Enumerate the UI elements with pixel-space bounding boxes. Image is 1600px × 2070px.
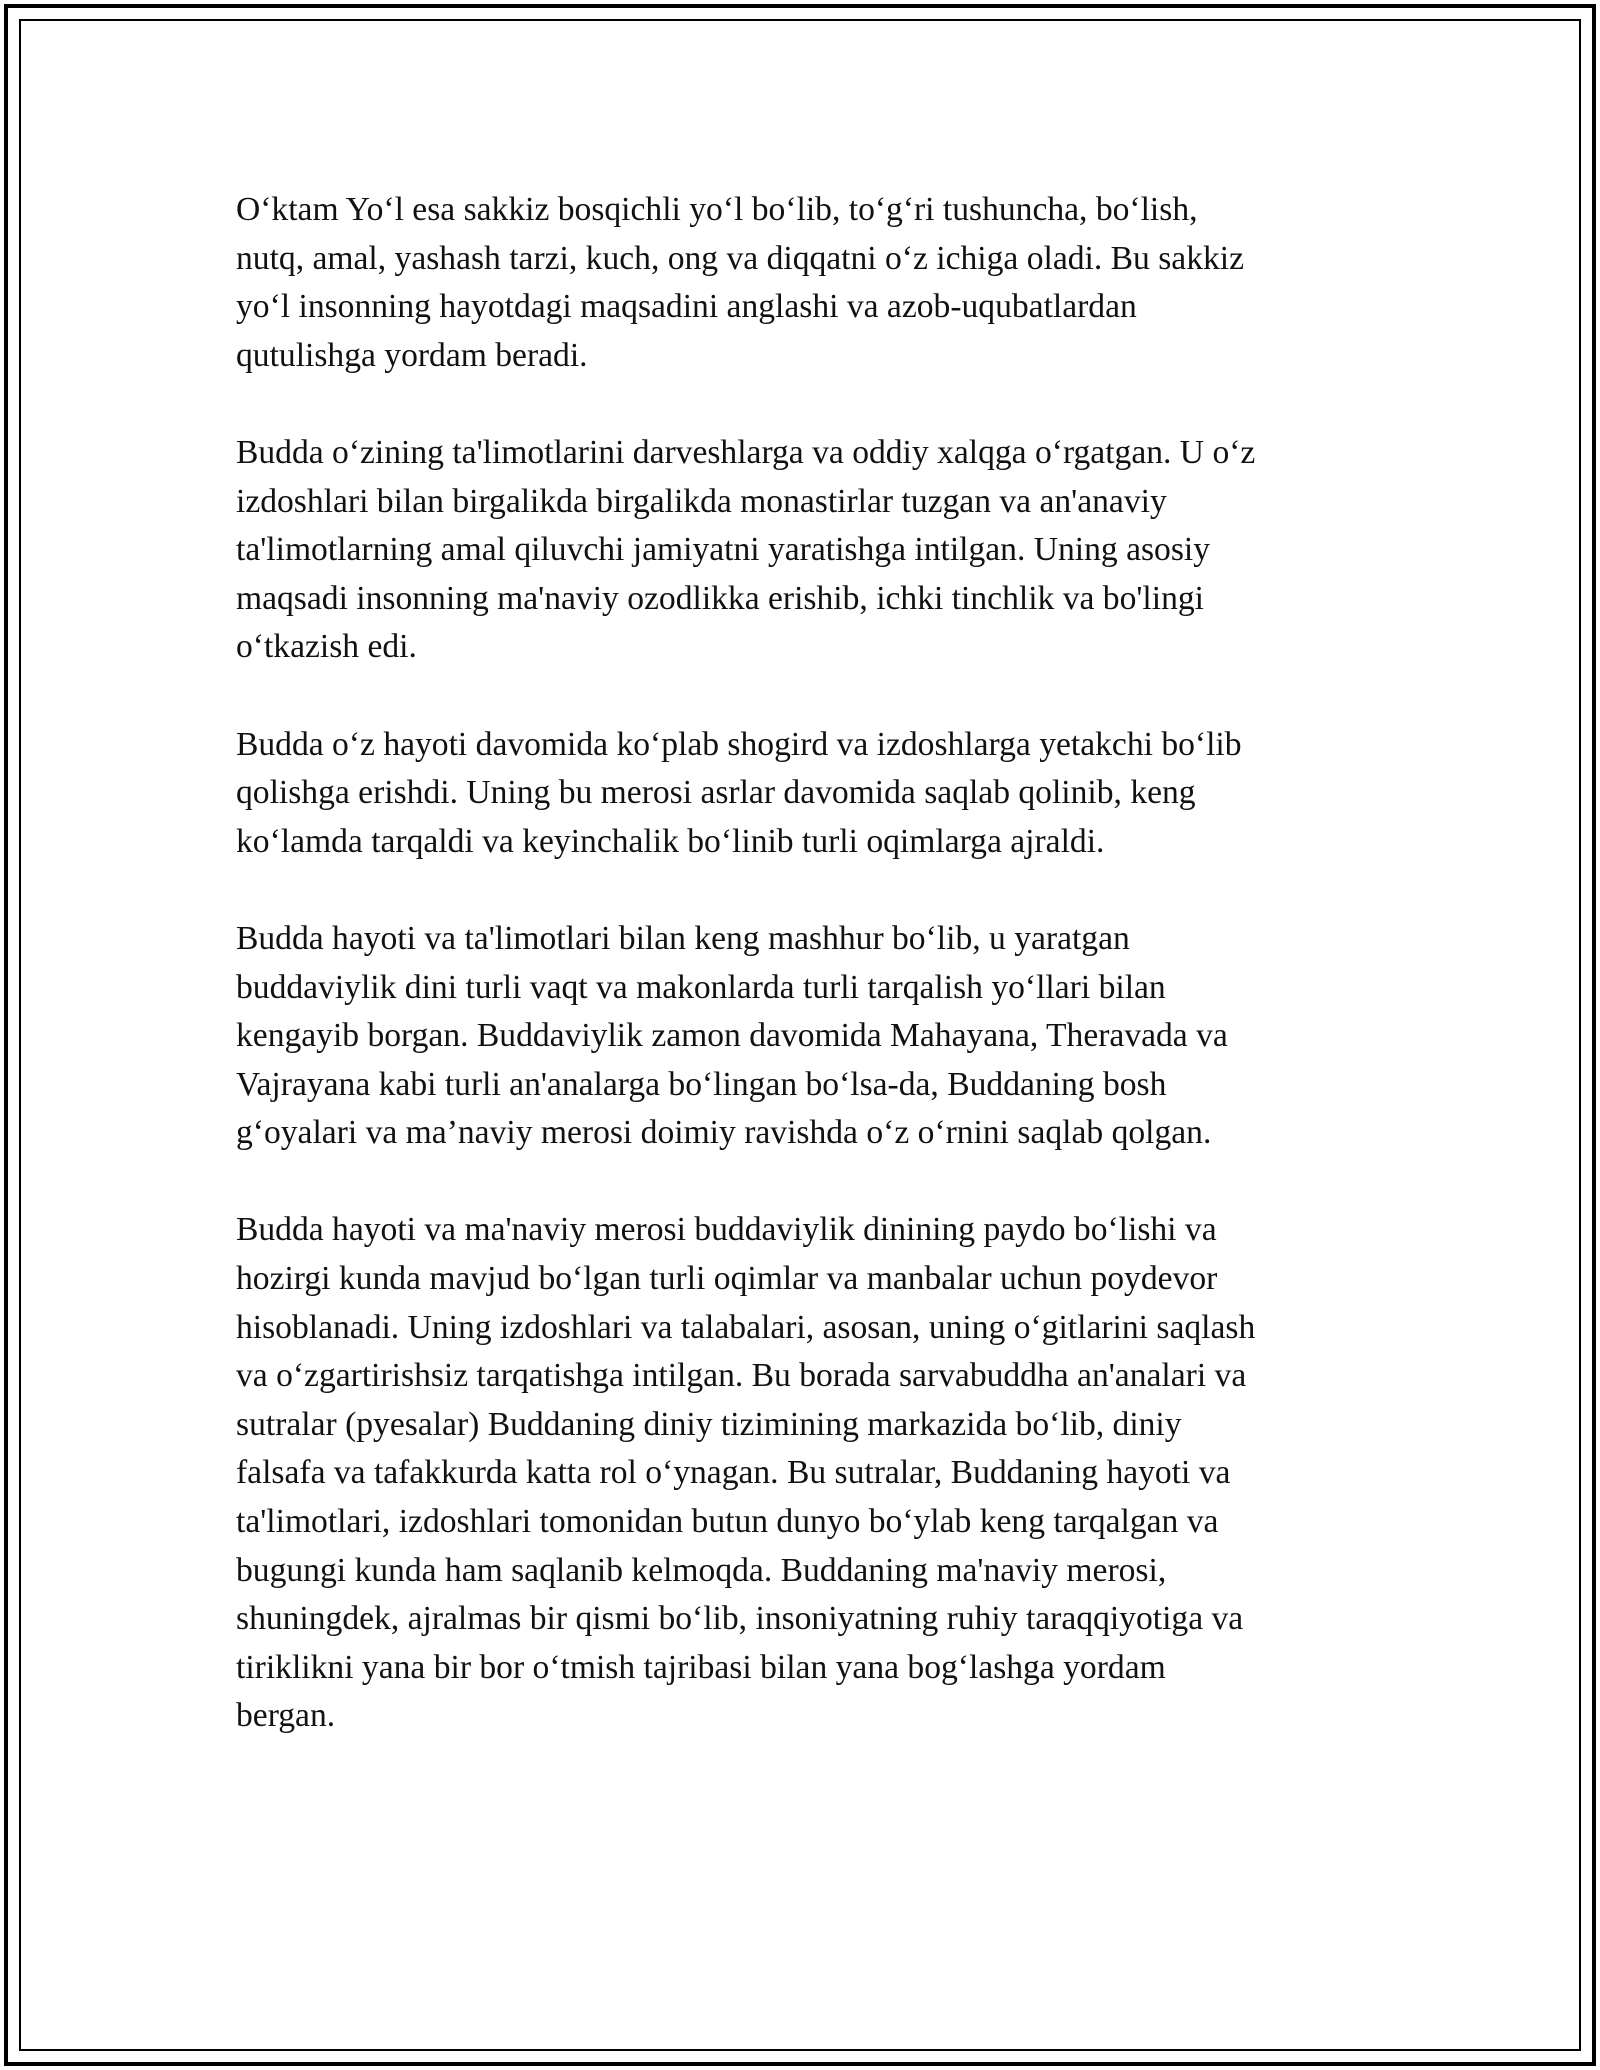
paragraph-3 — [236, 721, 1368, 867]
text-line: izdoshlari bilan birgalikda birgalikda monastirlar tuzgan va an'anaviy — [236, 482, 1167, 520]
text-line: bergan. — [236, 1697, 336, 1735]
text-line: ta'limotlarning amal qiluvchi jamiyatni yaratishga intilgan. Uning asosiy — [236, 531, 1211, 569]
text-line: g‘oyalari va ma’naviy merosi doimiy ravishda o‘z o‘rnini saqlab qolgan. — [236, 1114, 1212, 1152]
text-line: Budda o‘z hayoti davomida ko‘plab shogird va izdoshlarga yetakchi bo‘lib — [236, 725, 1242, 763]
paragraph-4 — [236, 915, 1368, 1158]
paragraph-1 — [236, 186, 1368, 380]
text-line: Budda o‘zining ta'limotlarini darveshlarga va oddiy xalqga o‘rgatgan. U o‘z — [236, 433, 1256, 471]
text-line: nutq, amal, yashash tarzi, kuch, ong va diqqatni o‘z ichiga oladi. Bu sakkiz — [236, 239, 1245, 277]
text-line: hisoblanadi. Uning izdoshlari va talabalari, asosan, uning o‘gitlarini saqlash — [236, 1308, 1256, 1346]
text-line: tiriklikni yana bir bor o‘tmish tajribasi bilan yana bog‘lashga yordam — [236, 1648, 1166, 1686]
text-line: Budda hayoti va ma'naviy merosi buddaviylik dinining paydo bo‘lishi va — [236, 1211, 1217, 1249]
text-line: falsafa va tafakkurda katta rol o‘ynagan. Bu sutralar, Buddaning hayoti va — [236, 1454, 1231, 1492]
text-line: sutralar (pyesalar) Buddaning diniy tizimining markazida bo‘lib, diniy — [236, 1405, 1182, 1443]
text-line: va o‘zgartirishsiz tarqatishga intilgan. Bu borada sarvabuddha an'analari va — [236, 1357, 1247, 1395]
text-line: Vajrayana kabi turli an'analarga bo‘lingan bo‘lsa-da, Buddaning bosh — [236, 1065, 1167, 1103]
text-line: shuningdek, ajralmas bir qismi bo‘lib, insoniyatning ruhiy taraqqiyotiga va — [236, 1600, 1244, 1638]
text-line: Budda hayoti va ta'limotlari bilan keng mashhur bo‘lib, u yaratgan — [236, 919, 1130, 957]
text-line: ko‘lamda tarqaldi va keyinchalik bo‘linib turli oqimlarga ajraldi. — [236, 822, 1105, 860]
text-line: qutulishga yordam beradi. — [236, 336, 588, 374]
paragraph-5 — [236, 1206, 1368, 1741]
text-line: kengayib borgan. Buddaviylik zamon davomida Mahayana, Theravada va — [236, 1017, 1228, 1055]
text-line: buddaviylik dini turli vaqt va makonlarda turli tarqalish yo‘llari bilan — [236, 968, 1166, 1006]
text-line: ta'limotlari, izdoshlari tomonidan butun dunyo bo‘ylab keng tarqalgan va — [236, 1503, 1219, 1541]
text-line: hozirgi kunda mavjud bo‘lgan turli oqimlar va manbalar uchun poydevor — [236, 1260, 1218, 1298]
text-line: maqsadi insonning ma'naviy ozodlikka erishib, ichki tinchlik va bo'lingi — [236, 579, 1204, 617]
text-line: yo‘l insonning hayotdagi maqsadini anglashi va azob-uqubatlardan — [236, 288, 1137, 326]
text-line: qolishga erishdi. Uning bu merosi asrlar davomida saqlab qolinib, keng — [236, 774, 1196, 812]
text-line: bugungi kunda ham saqlanib kelmoqda. Buddaning ma'naviy merosi, — [236, 1551, 1167, 1589]
text-line: o‘tkazish edi. — [236, 628, 417, 666]
document-body — [236, 186, 1368, 1741]
text-line: O‘ktam Yo‘l esa sakkiz bosqichli yo‘l bo‘lib, to‘g‘ri tushuncha, bo‘lish, — [236, 191, 1198, 228]
paragraph-2 — [236, 429, 1368, 672]
